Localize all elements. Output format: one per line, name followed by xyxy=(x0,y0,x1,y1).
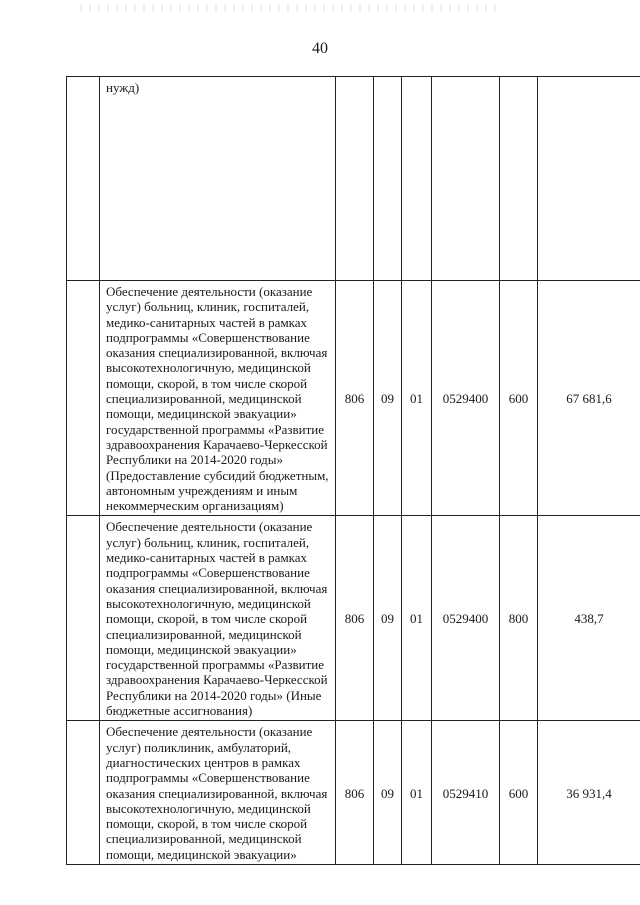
row-index-cell xyxy=(67,516,100,721)
ministry-code-cell: 806 xyxy=(336,281,374,516)
target-article-cell: 0529400 xyxy=(432,516,500,721)
section-code-cell xyxy=(374,77,402,281)
subsection-code-cell: 01 xyxy=(402,721,432,865)
expense-type-cell: 600 xyxy=(500,721,538,865)
ministry-code-cell xyxy=(336,77,374,281)
target-article-cell: 0529410 xyxy=(432,721,500,865)
row-index-cell xyxy=(67,281,100,516)
section-code-cell: 09 xyxy=(374,721,402,865)
amount-cell: 36 931,4 xyxy=(538,721,640,865)
table-row xyxy=(67,77,640,281)
expense-type-cell xyxy=(500,77,538,281)
subsection-code-cell: 01 xyxy=(402,281,432,516)
amount-cell: 67 681,6 xyxy=(538,281,640,516)
expense-type-cell: 800 xyxy=(500,516,538,721)
table-row xyxy=(67,281,640,516)
section-code-cell: 09 xyxy=(374,281,402,516)
ministry-code-cell: 806 xyxy=(336,516,374,721)
row-index-cell xyxy=(67,721,100,865)
table-row xyxy=(67,516,640,721)
description-cell: Обеспечение деятельности (оказание услуг) больниц, клиник, госпиталей, медико-санитарных частей в рамках подпрограммы «Совершенствование оказания специализированной, включая высокотехнологичную, медицинской помощи, скорой, в том числе скорой специализированной, медицинской помощи, медицинской эвакуации» государственной программы «Развитие здравоохранения Карачаево-Черкесской Республики на 2014-2020 годы» (Иные бюджетные ассигнования) xyxy=(100,516,336,721)
amount-cell xyxy=(538,77,640,281)
row-index-cell xyxy=(67,77,100,281)
description-cell: Обеспечение деятельности (оказание услуг) больниц, клиник, госпиталей, медико-санитарных частей в рамках подпрограммы «Совершенствование оказания специализированной, включая высокотехнологичную, медицинской помощи, скорой, в том числе скорой специализированной, медицинской помощи, медицинской эвакуации» государственной программы «Развитие здравоохранения Карачаево-Черкесской Республики на 2014-2020 годы» (Предоставление субсидий бюджетным, автономным учреждениям и иным некоммерческим организациям) xyxy=(100,281,336,516)
budget-table xyxy=(66,76,640,865)
section-code-cell: 09 xyxy=(374,516,402,721)
amount-cell: 438,7 xyxy=(538,516,640,721)
page-number: 40 xyxy=(312,40,328,57)
scan-artifact xyxy=(80,4,500,12)
target-article-cell: 0529400 xyxy=(432,281,500,516)
subsection-code-cell: 01 xyxy=(402,516,432,721)
table-row xyxy=(67,721,640,865)
description-cell: нужд) xyxy=(100,77,336,281)
description-cell: Обеспечение деятельности (оказание услуг) поликлиник, амбулаторий, диагностических центров в рамках подпрограммы «Совершенствование оказания специализированной, включая высокотехнологичную, медицинской помощи, скорой, в том числе скорой специализированной, медицинской помощи, медицинской эвакуации» xyxy=(100,721,336,865)
ministry-code-cell: 806 xyxy=(336,721,374,865)
subsection-code-cell xyxy=(402,77,432,281)
expense-type-cell: 600 xyxy=(500,281,538,516)
target-article-cell xyxy=(432,77,500,281)
